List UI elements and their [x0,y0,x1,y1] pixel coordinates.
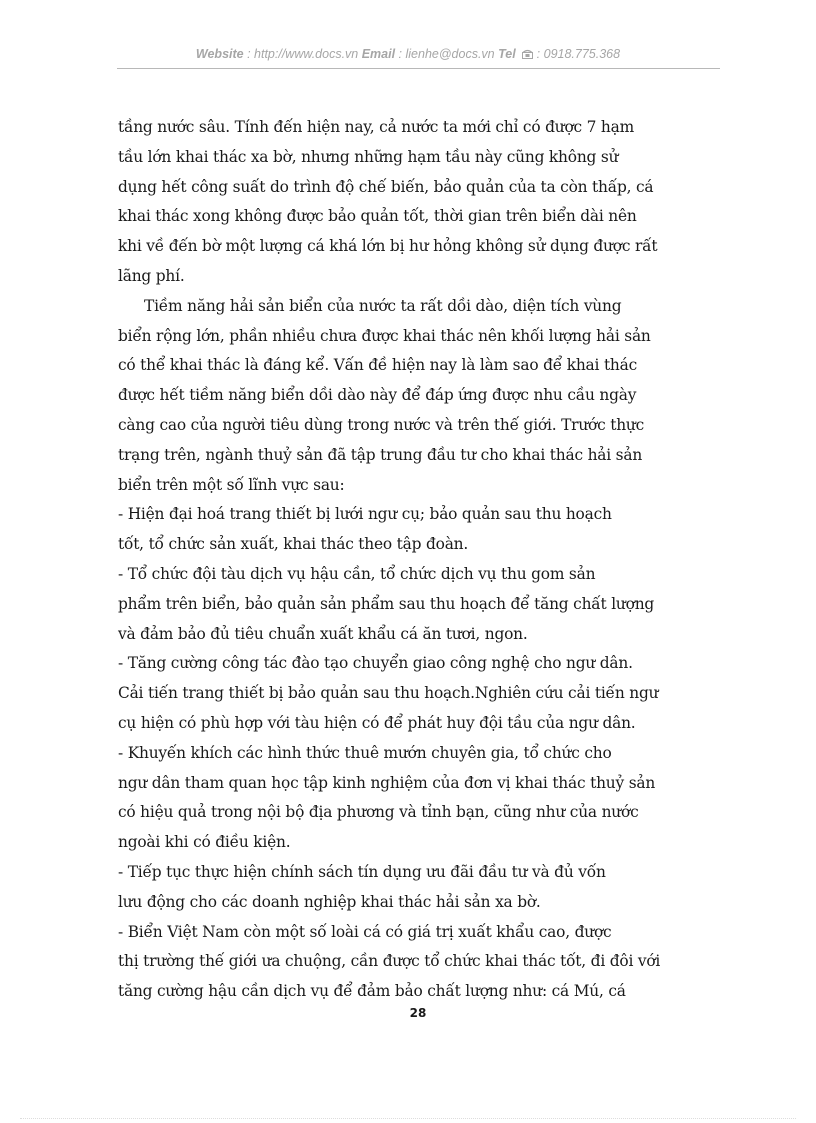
text-line: càng cao của người tiêu dùng trong nước và trên thế giới. Trước thực [118,415,645,434]
page-number: 28 [409,1006,427,1020]
email-value: : lienhe@docs.vn [395,47,499,61]
website-label: Website [195,47,244,61]
text-line: Cải tiến trang thiết bị bảo quản sau thu hoạch.Nghiên cứu cải tiến ngư [118,684,659,703]
text-line: thị trường thế giới ưa chuộng, cần được tổ chức khai thác tốt, đi đôi với [118,952,661,971]
text-line: ngư dân tham quan học tập kinh nghiệm của đơn vị khai thác thuỷ sản [118,773,656,792]
email-label: Email [361,47,396,61]
text-line: có hiệu quả trong nội bộ địa phương và tỉnh bạn, cũng như của nước [118,803,639,822]
paragraph-start-line: Tiềm năng hải sản biển của nước ta rất dồi dào, diện tích vùng [144,296,622,315]
text-line: trạng trên, ngành thuỷ sản đã tập trung đầu tư cho khai thác hải sản [118,445,643,464]
bottom-divider [20,1118,796,1119]
text-line: dụng hết công suất do trình độ chế biến, bảo quản của ta còn thấp, cá [118,177,654,196]
page-header [0,47,816,61]
text-line: ngoài khi có điều kiện. [118,833,291,852]
bullet-line: - Hiện đại hoá trang thiết bị lưới ngư cụ; bảo quản sau thu hoạch [118,505,612,524]
text-line: và đảm bảo đủ tiêu chuẩn xuất khẩu cá ăn tươi, ngon. [118,624,528,643]
text-line: phẩm trên biển, bảo quản sản phẩm sau thu hoạch để tăng chất lượng [118,594,655,613]
text-line: biển rộng lớn, phần nhiều chưa được khai thác nên khối lượng hải sản [118,326,651,345]
bullet-line: - Tiếp tục thực hiện chính sách tín dụng ưu đãi đầu tư và đủ vốn [118,862,606,881]
text-line: có thể khai thác là đáng kể. Vấn đề hiện nay là làm sao để khai thác [118,356,638,375]
text-line: lưu động cho các doanh nghiệp khai thác hải sản xa bờ. [118,892,541,911]
tel-label: Tel [498,47,516,61]
text-line: được hết tiềm năng biển dồi dào này để đáp ứng được nhu cầu ngày [118,386,637,405]
text-line: lãng phí. [118,266,185,285]
tel-value: : 0918.775.368 [533,47,621,61]
page-body [118,113,678,1007]
website-value: : http://www.docs.vn [243,47,362,61]
bullet-line: - Biển Việt Nam còn một số loài cá có giá trị xuất khẩu cao, được [118,922,612,941]
phone-icon [522,48,533,58]
text-line: khai thác xong không được bảo quản tốt, thời gian trên biển dài nên [118,207,637,226]
text-line: tầng nước sâu. Tính đến hiện nay, cả nước ta mới chỉ có được 7 hạm [118,118,634,136]
text-line: tầu lớn khai thác xa bờ, nhưng những hạm tầu này cũng không sử [118,147,619,166]
text-line: cụ hiện có phù hợp với tàu hiện có để phát huy đội tầu của ngư dân. [118,713,636,732]
bullet-line: - Tăng cường công tác đào tạo chuyển giao công nghệ cho ngư dân. [118,654,633,673]
bullet-line: - Khuyến khích các hình thức thuê mướn chuyên gia, tổ chức cho [118,743,612,762]
text-line: tăng cường hậu cần dịch vụ để đảm bảo chất lượng như: cá Mú, cá [118,982,626,1001]
text-line: tốt, tổ chức sản xuất, khai thác theo tập đoàn. [118,535,469,554]
text-line: biển trên một số lĩnh vực sau: [118,475,345,494]
header-divider [117,68,720,69]
text-line: khi về đến bờ một lượng cá khá lớn bị hư hỏng không sử dụng được rất [118,237,658,256]
bullet-line: - Tổ chức đội tàu dịch vụ hậu cần, tổ chức dịch vụ thu gom sản [118,564,596,583]
